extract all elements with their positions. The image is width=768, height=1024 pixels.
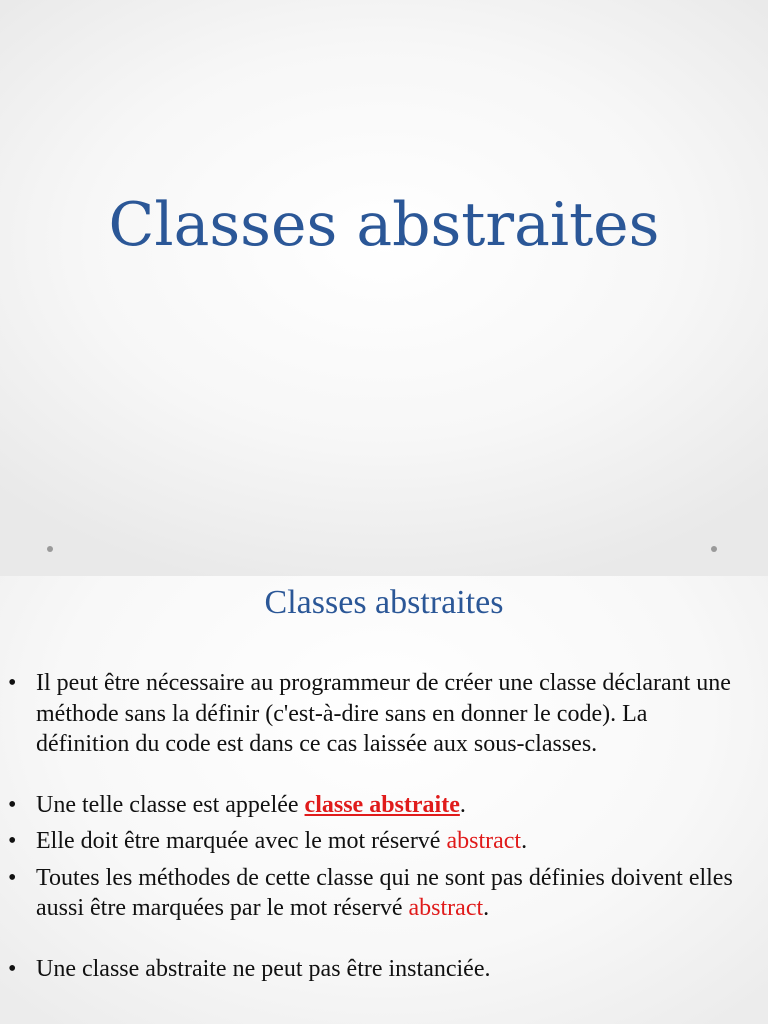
bullet-text: Elle doit être marquée avec le mot réservé: [36, 828, 447, 854]
bullet-punctuation: .: [521, 828, 528, 854]
slide-content-heading: Classes abstraites: [264, 584, 504, 621]
bullet-text: Une telle classe est appelée: [36, 791, 305, 818]
bullet-text: Il peut être nécessaire au programmeur de créer une classe déclarant une méthode sans la définir (c'est-à-dire sans en donner le code). La définition du code est dans ce cas laissée aux sous-classes.: [36, 670, 731, 757]
slide-title-heading: Classes abstraites: [108, 190, 660, 260]
bullet-item: [0, 954, 768, 985]
slide-corner-dot-right: [711, 546, 717, 552]
slide-corner-dot-left: [47, 546, 53, 552]
bullet-punctuation: .: [459, 791, 466, 818]
bullet-punctuation: .: [483, 895, 490, 921]
term-classe-abstraite: classe abstraite: [304, 791, 460, 818]
bullet-text: Une classe abstraite ne peut pas être instanciée.: [36, 955, 491, 982]
slide-content: [0, 576, 768, 1024]
bullet-item: [0, 826, 768, 857]
bullet-list: [0, 668, 768, 984]
keyword-abstract: abstract: [408, 895, 484, 921]
bullet-item: [0, 790, 768, 821]
bullet-text: Toutes les méthodes de cette classe qui ne sont pas définies doivent elles aussi être marquées par le mot réservé: [36, 864, 733, 921]
bullet-item: [0, 863, 768, 924]
bullet-item: [0, 668, 768, 760]
keyword-abstract: abstract: [446, 828, 522, 854]
